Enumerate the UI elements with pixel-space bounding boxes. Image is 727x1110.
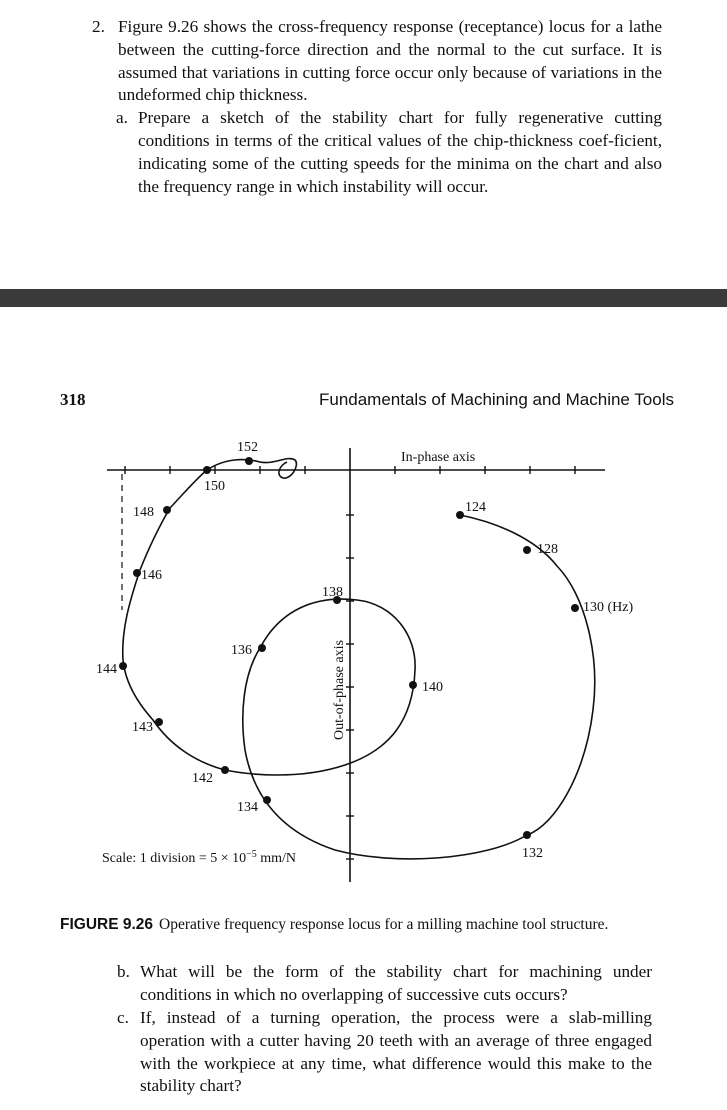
- scale-note: Scale: 1 division = $5 \times 10^{-5}$ mm/N: [102, 848, 297, 866]
- label-143: 143: [132, 720, 153, 735]
- marker-142: [221, 766, 229, 774]
- part-b-text: What will be the form of the stability chart for machining under conditions in which no overlapping of successive cuts occurs?: [140, 962, 652, 1004]
- part-c-text: If, instead of a turning operation, the process were a slab-milling operation with a cutter having 20 teeth with an average of three engaged with the workpiece at any time, what difference would this make to the stability chart?: [140, 1008, 652, 1096]
- label-134: 134: [237, 800, 258, 815]
- caption-label: FIGURE 9.26: [60, 915, 154, 933]
- label-128: 128: [537, 542, 558, 557]
- question-text: Figure 9.26 shows the cross-frequency response (receptance) locus for a lathe between the cutting-force direction and the normal to the cut surface. It is assumed that variations in cutting force occur only because of variations in the undeformed chip thickness.: [118, 17, 662, 105]
- marker-128: [523, 546, 531, 554]
- marker-143: [155, 718, 163, 726]
- marker-136: [258, 644, 266, 652]
- label-146: 146: [141, 568, 162, 583]
- label-136: 136: [231, 643, 252, 658]
- question-number: 2.: [92, 17, 105, 36]
- label-132: 132: [522, 846, 543, 861]
- page-divider: [0, 289, 727, 307]
- marker-144: [119, 662, 127, 670]
- question-part-c: [117, 1007, 652, 1098]
- label-144: 144: [96, 662, 117, 677]
- out-of-phase-axis-label: Out-of-phase axis: [332, 640, 347, 740]
- marker-134: [263, 796, 271, 804]
- marker-148: [163, 506, 171, 514]
- frequency-markers: [119, 457, 579, 839]
- frequency-response-locus: [95, 430, 634, 890]
- response-locus-curve: [123, 459, 595, 859]
- label-124: 124: [465, 500, 486, 515]
- part-a-label: a.: [116, 108, 128, 128]
- part-b-label: b.: [117, 962, 130, 981]
- part-a-text: Prepare a sketch of the stability chart for fully regenerative cutting conditions in terms of the critical values of the chip-thickness coef-ficient, indicating some of the cutting speeds for the minima on the chart and also the frequency range in which instability will occur.: [138, 108, 662, 196]
- question-part-b: [117, 961, 652, 1007]
- question-2: [92, 16, 662, 198]
- label-140: 140: [422, 680, 443, 695]
- label-130: 130 (Hz): [583, 600, 634, 615]
- part-c-label: c.: [117, 1008, 129, 1027]
- marker-132: [523, 831, 531, 839]
- figure-9-26: [95, 430, 634, 890]
- marker-152: [245, 457, 253, 465]
- marker-140: [409, 681, 417, 689]
- marker-150: [203, 466, 211, 474]
- label-152: 152: [237, 440, 258, 455]
- figure-caption: [60, 915, 680, 935]
- marker-146: [133, 569, 141, 577]
- page-number: 318: [60, 390, 86, 409]
- marker-130: [571, 604, 579, 612]
- question-part-a: [116, 107, 662, 198]
- marker-124: [456, 511, 464, 519]
- caption-text: Operative frequency response locus for a milling machine tool structure.: [159, 915, 609, 933]
- label-138: 138: [322, 585, 343, 600]
- label-142: 142: [192, 771, 213, 786]
- in-phase-axis-label: In-phase axis: [401, 450, 476, 465]
- label-150: 150: [204, 479, 225, 494]
- label-148: 148: [133, 505, 154, 520]
- running-head: Fundamentals of Machining and Machine Tools: [318, 390, 674, 409]
